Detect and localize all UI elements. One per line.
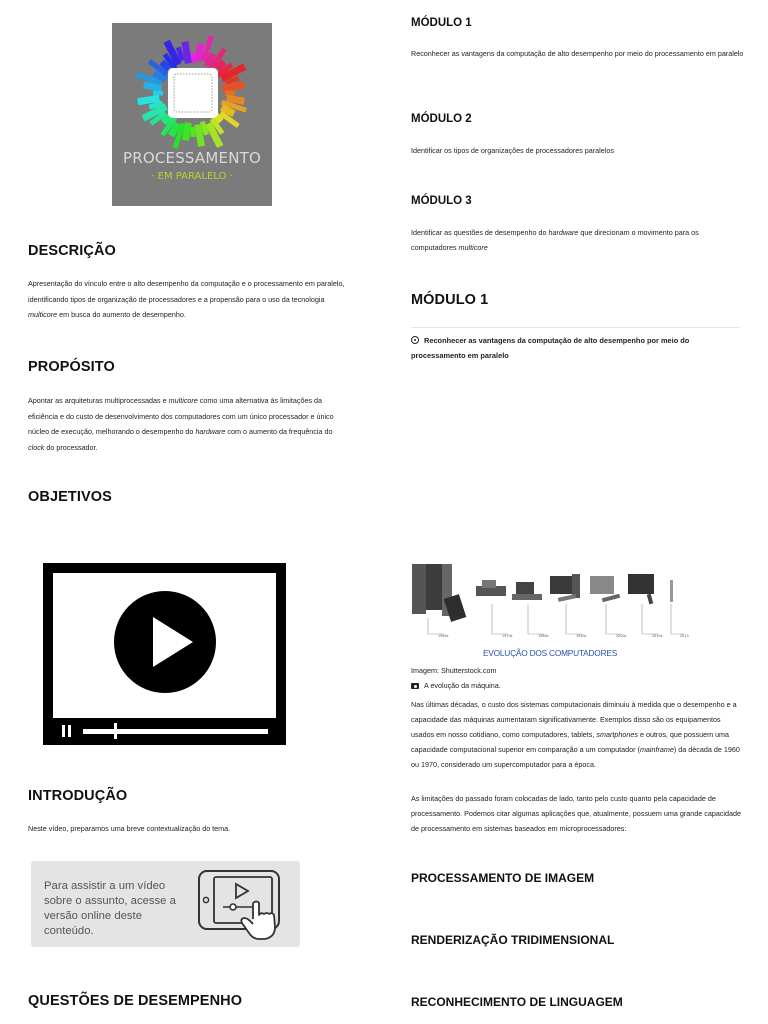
modulo-section-heading: MÓDULO 1 [411,292,489,308]
descricao-heading: DESCRIÇÃO [28,243,116,259]
objective-item: Reconhecer as vantagens da computação de alto desempenho por meio do processamento em paralelo [411,336,690,360]
year-label: 2010s [652,634,663,638]
modulo-2-title: MÓDULO 2 [411,113,472,125]
modulo-2-text: Identificar os tipos de organizações de processadores paralelos [411,146,614,155]
video-player[interactable] [43,563,286,745]
questoes-heading: QUESTÕES DE DESEMPENHO [28,993,243,1009]
modulo-3-title: MÓDULO 3 [411,195,472,207]
modulo-3-text: Identificar as questões de desempenho do hardware que direcionam o movimento para os computadores multicore [411,228,699,252]
proposito-text: Apontar as arquiteturas multiprocessadas e multicore como uma alternativa às limitações da eficiência e do custo de desenvolvimento dos computadores com um único processador e único núcleo de execução, melhorando o desempenho do hardware com o aumento da frequência do clock do processador. [28,396,334,452]
notice-text: Para assistir a um vídeo sobre o assunto, acesse a versão online deste conteúdo. [44,880,176,937]
pause-icon[interactable] [61,725,73,737]
descricao-text: Apresentação do vínculo entre o alto desempenho da computação e o processamento em paralelo, identificando tipos de organização de processadores e a propensão para o uso da tecnologia multicore em busca do aumento de desempenho. [28,279,345,319]
cover-title: PROCESSAMENTO [122,149,262,167]
aplicacao-3: RECONHECIMENTO DE LINGUAGEM [411,995,623,1009]
modulo-1-title: MÓDULO 1 [411,17,472,29]
video-online-notice [31,861,300,947]
cover-image [112,23,272,206]
section-divider [411,327,740,328]
year-label: 2013 [680,634,689,638]
evolucao-image-caption: EVOLUÇÃO DOS COMPUTADORES [482,648,618,658]
progress-track[interactable] [83,729,268,734]
image-credit: Imagem: Shutterstock.com [411,666,497,675]
aplicacao-1: PROCESSAMENTO DE IMAGEM [411,871,595,885]
objetivos-heading: OBJETIVOS [28,489,112,505]
evolucao-image [410,560,690,663]
year-label: 1980s [538,634,549,638]
aplicacao-2: RENDERIZAÇÃO TRIDIMENSIONAL [411,933,615,947]
play-icon[interactable] [114,591,216,693]
image-legend: A evolução da máquina. [411,678,501,693]
evolucao-paragraph-2: As limitações do passado foram colocadas de lado, tanto pelo custo quanto pela capacidade de processamento. Podemos citar algumas aplicações que, atualmente, possuem uma grande capacidade de processamento em sistemas baseados em microprocessadores: [411,794,742,833]
proposito-heading: PROPÓSITO [28,359,115,375]
year-label: 1970s [502,634,513,638]
evolucao-paragraph-1: Nas últimas décadas, o custo dos sistemas computacionais diminuiu à medida que o desempenho e a capacidade das máquinas aumentaram significativamente. Exemplos disso são os equipamentos usados em nosso cotidiano, como computadores, tablets, smartphones e outros, que possuem uma capacidade computacional superior em comparação a um computador (mainframe) da década de 1960 ou 1970, considerado um supercomputador para a época. [411,700,740,769]
introducao-heading: INTRODUÇÃO [28,788,128,804]
camera-icon [411,683,419,689]
year-label: 1990s [576,634,587,638]
introducao-text: Neste vídeo, preparamos uma breve contextualização do tema. [28,824,231,833]
modulo-1-text: Reconhecer as vantagens da computação de alto desempenho por meio do processamento em paralelo [411,49,744,58]
year-label: 1960s [438,634,449,638]
target-icon [411,336,419,344]
progress-handle[interactable] [114,723,117,739]
year-label: 2000s [616,634,627,638]
cover-subtitle: · EM PARALELO · [151,171,233,182]
tablet-touch-icon [197,867,297,945]
